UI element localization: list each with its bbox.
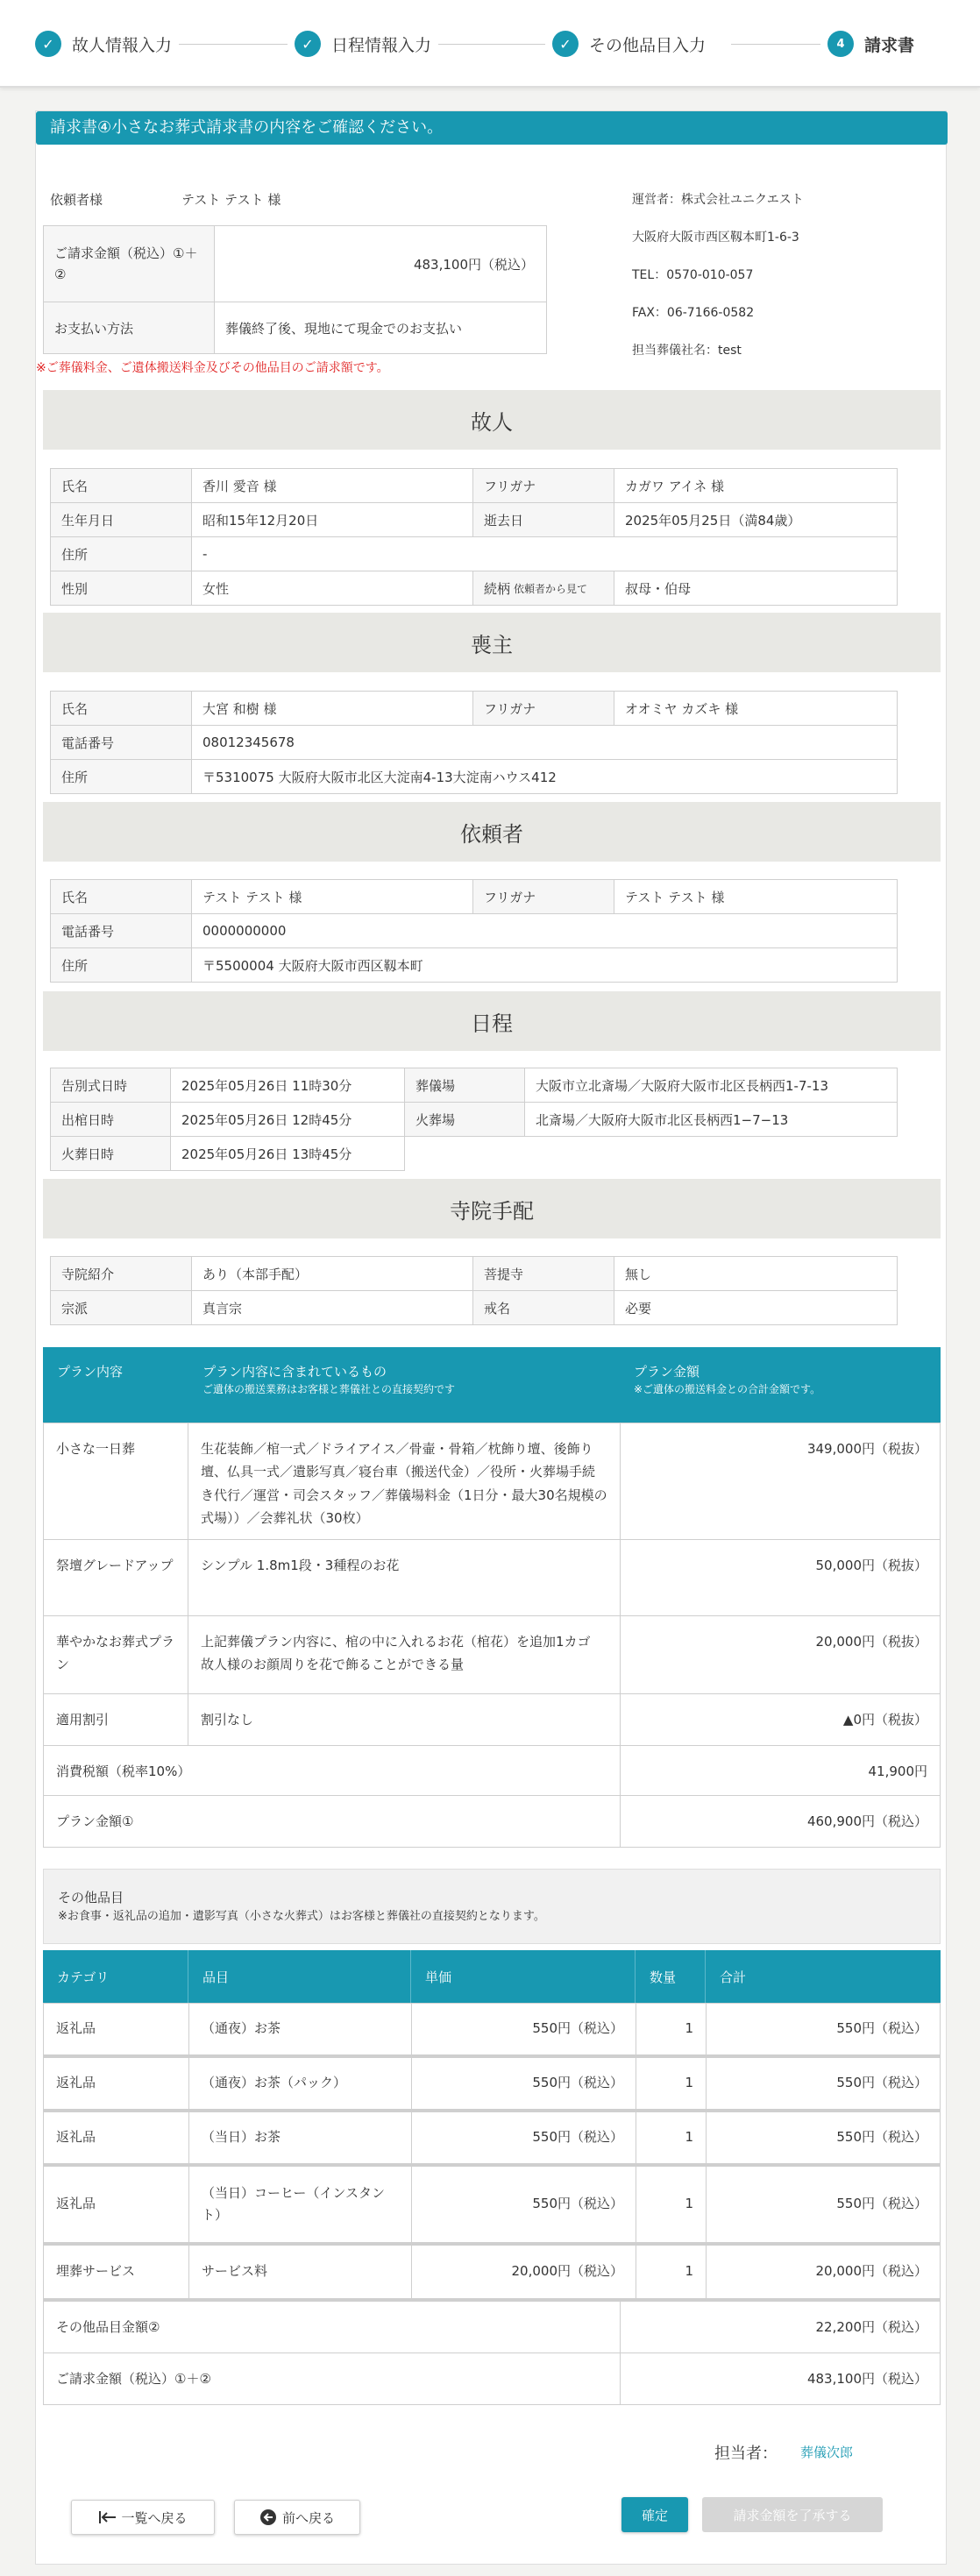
plan-head-price <box>620 1347 941 1423</box>
requester-address-label: 住所 <box>50 947 192 983</box>
deceased-gender-label: 性別 <box>50 571 192 606</box>
company-fax: FAX：06-7166-0582 <box>632 306 755 320</box>
plan-row-price: 20,000円（税抜） <box>620 1615 941 1694</box>
plan-head-content-sub: ご遺体の搬送業務はお客様と葬儀社との直接契約です <box>202 1382 456 1395</box>
requester-name-label: 氏名 <box>50 879 192 914</box>
plan-head-price-title: プラン金額 <box>634 1364 700 1380</box>
hall-value: 大阪市立北斎場／大阪府大阪市北区長柄西1-7-13 <box>524 1068 898 1103</box>
mourner-phone-label: 電話番号 <box>50 725 192 760</box>
check-icon: ✓ <box>295 31 321 57</box>
amount-label: ご請求金額（税込）①＋② <box>43 225 215 302</box>
other-row-qty: 1 <box>636 2245 707 2301</box>
deceased-kana-label: フリガナ <box>472 468 614 503</box>
col-category: カテゴリ <box>43 1950 188 2003</box>
deceased-death-label: 逝去日 <box>472 502 614 537</box>
requester-phone: 0000000000 <box>191 913 898 948</box>
other-row-unit-price: 550円（税込） <box>411 2003 636 2057</box>
plan-row-content: 割引なし <box>188 1693 621 1746</box>
chief-mourner-heading: 喪主 <box>43 613 941 672</box>
other-row-total: 20,000円（税込） <box>706 2245 941 2301</box>
farewell-datetime: 2025年05月26日 11時30分 <box>170 1068 405 1103</box>
grand-total-label: ご請求金額（税込）①＋② <box>43 2352 621 2405</box>
confirm-button[interactable]: 確定 <box>621 2497 688 2532</box>
step-connector <box>438 44 545 45</box>
company-address: 大阪府大阪市西区靱本町1-6-3 <box>632 231 799 245</box>
departure-label: 出棺日時 <box>50 1102 171 1137</box>
arrow-left-bar-icon <box>98 2509 117 2525</box>
plan-total-value: 460,900円（税込） <box>620 1795 941 1848</box>
deceased-relation-label <box>472 571 614 606</box>
cremation-label: 火葬日時 <box>50 1136 171 1171</box>
schedule-heading: 日程 <box>43 991 941 1051</box>
mourner-name-label: 氏名 <box>50 691 192 726</box>
col-item: 品目 <box>188 1950 411 2003</box>
check-icon: ✓ <box>552 31 579 57</box>
deceased-birth-label: 生年月日 <box>50 502 192 537</box>
deceased-birth: 昭和15年12月20日 <box>191 502 473 537</box>
requester-kana: テスト テスト 様 <box>614 879 898 914</box>
sect-label: 宗派 <box>50 1290 192 1325</box>
other-row-qty: 1 <box>636 2057 707 2111</box>
amount-value: 483,100円（税込） <box>214 225 547 302</box>
back-to-list-button[interactable] <box>71 2500 215 2535</box>
other-items-note: ※お食事・返礼品の追加・遺影写真（小さな火葬式）はお客様と葬儀社の直接契約となります。 <box>58 1910 545 1923</box>
previous-label: 前へ戻る <box>281 2509 335 2526</box>
other-items-header <box>43 1869 941 1944</box>
staff-label: 担当者： <box>714 2445 778 2463</box>
requester-name: テスト テスト 様 <box>191 879 473 914</box>
other-row-total: 550円（税込） <box>706 2057 941 2111</box>
family-temple-label: 菩提寺 <box>472 1256 614 1291</box>
mourner-kana-label: フリガナ <box>472 691 614 726</box>
other-row-item: （通夜）お茶 <box>188 2003 412 2057</box>
other-row-total: 550円（税込） <box>706 2166 941 2245</box>
mourner-address-label: 住所 <box>50 759 192 794</box>
deceased-death: 2025年05月25日（満84歳） <box>614 502 898 537</box>
relation-note: 依頼者から見て <box>514 582 588 595</box>
posthumous-value: 必要 <box>614 1290 898 1325</box>
deceased-heading: 故人 <box>43 390 941 450</box>
other-row-qty: 1 <box>636 2003 707 2057</box>
deceased-kana: カガワ アイネ 様 <box>614 468 898 503</box>
discount-price: ▲0円（税抜） <box>620 1693 941 1746</box>
other-row-category: 返礼品 <box>43 2166 189 2245</box>
step-number-badge: 4 <box>827 31 854 57</box>
grand-total-value: 483,100円（税込） <box>620 2352 941 2405</box>
other-items-title: その他品目 <box>58 1890 124 1905</box>
deceased-address-label: 住所 <box>50 536 192 571</box>
staff-name: 葬儀次郎 <box>800 2445 854 2460</box>
other-row-category: 返礼品 <box>43 2057 189 2111</box>
plan-head-name: プラン内容 <box>43 1347 188 1423</box>
client-label: 依頼者様 <box>50 192 103 208</box>
mourner-address: 〒5310075 大阪府大阪市北区大淀南4-13大淀南ハウス412 <box>191 759 898 794</box>
step-1-label: 故人情報入力 <box>72 35 173 55</box>
plan-row-name: 適用割引 <box>43 1693 188 1746</box>
step-3 <box>552 26 706 61</box>
progress-stepper <box>0 0 980 88</box>
client-name: テスト テスト 様 <box>181 192 281 208</box>
previous-button[interactable] <box>234 2500 360 2535</box>
company-tel: TEL：0570-010-057 <box>632 268 754 282</box>
plan-row-name: 祭壇グレードアップ <box>43 1539 188 1616</box>
tax-label: 消費税額（税率10%） <box>43 1745 621 1796</box>
check-icon: ✓ <box>35 31 61 57</box>
requester-heading: 依頼者 <box>43 802 941 862</box>
requester-address: 〒5500004 大阪府大阪市西区靱本町 <box>191 947 898 983</box>
arrow-left-circle-icon <box>259 2509 277 2526</box>
mourner-name: 大宮 和樹 様 <box>191 691 473 726</box>
crematorium-label: 火葬場 <box>404 1102 525 1137</box>
departure-datetime: 2025年05月26日 12時45分 <box>170 1102 405 1137</box>
tax-value: 41,900円 <box>620 1745 941 1796</box>
other-row-unit-price: 20,000円（税込） <box>411 2245 636 2301</box>
col-total: 合計 <box>706 1950 941 2003</box>
plan-row-content: 上記葬儀プラン内容に、棺の中に入れるお花（棺花）を追加1カゴ 故人様のお顔周りを花で飾ることができる量 <box>188 1615 621 1694</box>
other-row-item: （通夜）お茶（パック） <box>188 2057 412 2111</box>
deceased-name: 香川 愛音 様 <box>191 468 473 503</box>
other-row-category: 埋葬サービス <box>43 2245 189 2301</box>
deceased-gender: 女性 <box>191 571 473 606</box>
other-row-item: （当日）お茶 <box>188 2111 412 2166</box>
requester-kana-label: フリガナ <box>472 879 614 914</box>
plan-row-price: 349,000円（税抜） <box>620 1423 941 1540</box>
step-connector <box>731 44 820 45</box>
temple-heading: 寺院手配 <box>43 1179 941 1238</box>
back-to-list-label: 一覧へ戻る <box>121 2509 188 2526</box>
temple-intro: あり（本部手配） <box>191 1256 473 1291</box>
other-row-unit-price: 550円（税込） <box>411 2166 636 2245</box>
other-row-total: 550円（税込） <box>706 2003 941 2057</box>
step-connector <box>179 44 288 45</box>
plan-row-content: 生花装飾／棺一式／ドライアイス／骨壷・骨箱／枕飾り壇、後飾り壇、仏具一式／遺影写真／寝台車（搬送代金）／役所・火葬場手続き代行／運営・司会スタッフ／葬儀場料金（1日分・最大30名規模の式場））／会葬礼状（30枚） <box>188 1423 621 1540</box>
other-subtotal-label: その他品目金額② <box>43 2301 621 2353</box>
amount-note: ※ご葬儀料金、ご遺体搬送料金及びその他品目のご請求額です。 <box>36 361 389 375</box>
temple-intro-label: 寺院紹介 <box>50 1256 192 1291</box>
plan-head-price-sub: ※ご遺体の搬送料金との合計金額です。 <box>634 1382 821 1395</box>
posthumous-label: 戒名 <box>472 1290 614 1325</box>
col-qty: 数量 <box>636 1950 706 2003</box>
relation-label-text: 続柄 <box>484 580 511 597</box>
payment-label: お支払い方法 <box>43 302 215 354</box>
other-row-unit-price: 550円（税込） <box>411 2111 636 2166</box>
step-2 <box>295 26 431 61</box>
hall-label: 葬儀場 <box>404 1068 525 1103</box>
plan-row-name: 華やかなお葬式プラン <box>43 1615 188 1694</box>
step-4-label: 請求書 <box>864 35 915 55</box>
other-row-category: 返礼品 <box>43 2111 189 2166</box>
agency-name: 担当葬儀社名：test <box>632 344 742 358</box>
cremation-datetime: 2025年05月26日 13時45分 <box>170 1136 405 1171</box>
other-row-qty: 1 <box>636 2111 707 2166</box>
other-row-category: 返礼品 <box>43 2003 189 2057</box>
plan-row-price: 50,000円（税抜） <box>620 1539 941 1616</box>
invoice-card <box>35 110 947 2565</box>
step-4 <box>827 26 914 61</box>
step-1 <box>35 26 172 61</box>
mourner-kana: オオミヤ カズキ 様 <box>614 691 898 726</box>
family-temple: 無し <box>614 1256 898 1291</box>
other-row-unit-price: 550円（税込） <box>411 2057 636 2111</box>
plan-row-name: 小さな一日葬 <box>43 1423 188 1540</box>
requester-phone-label: 電話番号 <box>50 913 192 948</box>
other-row-qty: 1 <box>636 2166 707 2245</box>
payment-value: 葬儀終了後、現地にて現金でのお支払い <box>214 302 547 354</box>
farewell-label: 告別式日時 <box>50 1068 171 1103</box>
sect-value: 真言宗 <box>191 1290 473 1325</box>
plan-total-label: プラン金額① <box>43 1795 621 1848</box>
mourner-phone: 08012345678 <box>191 725 898 760</box>
step-3-label: その他品目入力 <box>589 35 707 55</box>
other-subtotal-value: 22,200円（税込） <box>620 2301 941 2353</box>
crematorium-value: 北斎場／大阪府大阪市北区長柄西1−7−13 <box>524 1102 898 1137</box>
step-2-label: 日程情報入力 <box>331 35 432 55</box>
deceased-relation: 叔母・伯母 <box>614 571 898 606</box>
plan-head-content-title: プラン内容に含まれているもの <box>202 1364 387 1380</box>
deceased-address: - <box>191 536 898 571</box>
other-row-total: 550円（税込） <box>706 2111 941 2166</box>
page-title: 請求書④小さなお葬式請求書の内容をご確認ください。 <box>36 111 948 145</box>
other-row-item: サービス料 <box>188 2245 412 2301</box>
accept-amount-button[interactable]: 請求金額を了承する <box>702 2497 883 2532</box>
col-unit-price: 単価 <box>411 1950 636 2003</box>
plan-head-content <box>188 1347 620 1423</box>
operator: 運営者：株式会社ユニクエスト <box>632 193 804 207</box>
deceased-name-label: 氏名 <box>50 468 192 503</box>
other-row-item: （当日）コーヒー（インスタント） <box>188 2166 412 2245</box>
plan-row-content: シンプル 1.8m1段・3種程のお花 <box>188 1539 621 1616</box>
